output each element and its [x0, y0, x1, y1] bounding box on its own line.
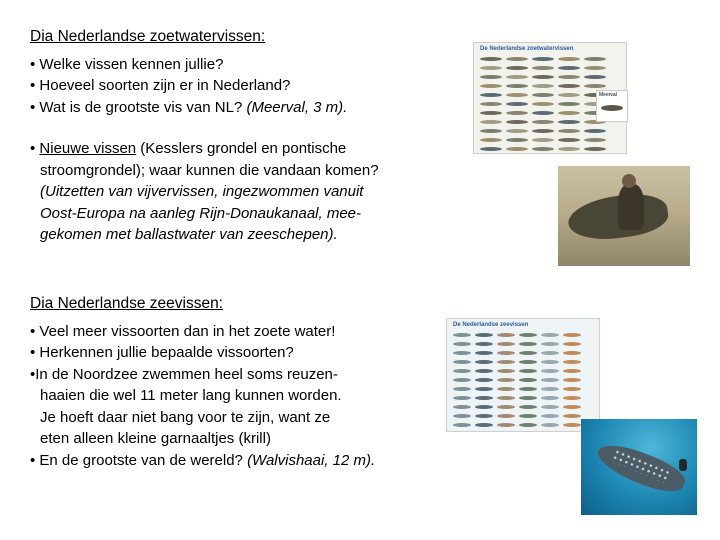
fish-thumbnail — [475, 369, 493, 373]
fish-thumbnail — [480, 129, 502, 133]
seawater-section — [30, 293, 460, 471]
fish-thumbnail — [558, 93, 580, 97]
fish-thumbnail — [480, 111, 502, 115]
fish-thumbnail — [475, 378, 493, 382]
bullet-known-fish: • Welke vissen kennen jullie? — [30, 55, 224, 73]
fish-thumbnail — [453, 387, 471, 391]
fish-thumbnail — [541, 333, 559, 337]
new-fish-answer-2: Oost-Europa na aanleg Rijn-Donaukanaal, mee- — [40, 204, 362, 222]
fish-thumbnail — [584, 138, 606, 142]
fish-thumbnail — [532, 66, 554, 70]
fish-thumbnail — [532, 75, 554, 79]
fish-thumbnail — [475, 351, 493, 355]
fish-thumbnail — [453, 369, 471, 373]
fish-thumbnail — [558, 120, 580, 124]
fish-thumbnail — [563, 360, 581, 364]
fish-thumbnail — [506, 138, 528, 142]
new-fish-answer-3: gekomen met ballastwater van zeeschepen). — [40, 226, 338, 243]
fish-thumbnail — [563, 405, 581, 409]
fish-thumbnail — [497, 414, 515, 418]
seawater-fish-poster — [446, 318, 600, 432]
fish-thumbnail — [506, 93, 528, 97]
fish-thumbnail — [563, 396, 581, 400]
fish-thumbnail — [519, 405, 537, 409]
fish-thumbnail — [519, 342, 537, 346]
fish-thumbnail — [480, 57, 502, 61]
fish-thumbnail — [558, 138, 580, 142]
fish-thumbnail — [480, 138, 502, 142]
fish-thumbnail — [541, 351, 559, 355]
fish-thumbnail — [519, 414, 537, 418]
meerval-inset-label: Meerval — [599, 92, 617, 98]
fish-thumbnail — [497, 396, 515, 400]
fish-thumbnail — [497, 369, 515, 373]
fish-thumbnail — [480, 102, 502, 106]
fish-thumbnail — [584, 129, 606, 133]
fish-thumbnail — [506, 84, 528, 88]
fish-thumbnail — [506, 57, 528, 61]
fish-thumbnail — [558, 129, 580, 133]
fish-thumbnail — [497, 342, 515, 346]
fish-thumbnail — [480, 147, 502, 151]
fish-thumbnail — [497, 378, 515, 382]
fish-thumbnail — [532, 57, 554, 61]
fish-thumbnail — [475, 342, 493, 346]
fish-thumbnail — [563, 387, 581, 391]
fish-thumbnail — [519, 396, 537, 400]
fish-thumbnail — [558, 111, 580, 115]
fish-thumbnail — [506, 120, 528, 124]
fish-thumbnail — [541, 387, 559, 391]
fish-thumbnail — [475, 333, 493, 337]
fish-thumbnail — [475, 405, 493, 409]
bullet-new-fish: • Nieuwe vissen (Kesslers grondel en pontische — [30, 140, 347, 157]
fish-thumbnail — [541, 414, 559, 418]
bullet-more-species: • Veel meer vissoorten dan in het zoete water! — [30, 322, 336, 340]
fish-thumbnail — [541, 378, 559, 382]
fish-thumbnail — [453, 423, 471, 427]
meerval-icon — [601, 105, 623, 111]
whale-shark-photo — [581, 419, 697, 515]
fish-thumbnail — [541, 342, 559, 346]
new-fish-term: Nieuwe vissen — [39, 140, 137, 157]
fish-thumbnail — [506, 102, 528, 106]
fish-thumbnail — [558, 75, 580, 79]
bullet-recognize: • Herkennen jullie bepaalde vissoorten? — [30, 344, 294, 361]
fish-thumbnail — [558, 66, 580, 70]
fish-thumbnail — [519, 351, 537, 355]
fish-thumbnail — [584, 147, 606, 151]
fish-thumbnail — [532, 147, 554, 151]
fish-thumbnail — [519, 378, 537, 382]
fish-thumbnail — [584, 75, 606, 79]
fish-thumbnail — [519, 423, 537, 427]
fish-thumbnail — [563, 342, 581, 346]
fish-thumbnail — [453, 351, 471, 355]
fish-thumbnail — [497, 351, 515, 355]
fish-thumbnail — [532, 111, 554, 115]
fish-thumbnail — [541, 369, 559, 373]
bullet-species-count: • Hoeveel soorten zijn er in Nederland? — [30, 77, 291, 94]
fish-thumbnail — [541, 423, 559, 427]
fish-thumbnail — [519, 360, 537, 364]
fish-thumbnail — [453, 360, 471, 364]
fish-thumbnail — [532, 120, 554, 124]
answer-walvishaai: (Walvishaai, 12 m). — [247, 451, 376, 469]
fish-thumbnail — [475, 360, 493, 364]
fish-thumbnail — [519, 333, 537, 337]
basking-shark-line-3: Je hoeft daar niet bang voor te zijn, want ze — [40, 408, 331, 426]
meerval-inset — [596, 90, 628, 122]
fish-thumbnail — [541, 405, 559, 409]
fish-thumbnail — [558, 84, 580, 88]
freshwater-heading: Dia Nederlandse zoetwatervissen: — [30, 28, 266, 45]
fish-thumbnail — [453, 342, 471, 346]
bullet-largest-world: • En de grootste van de wereld? (Walvishaai, 12 m). — [30, 451, 376, 469]
fish-thumbnail — [480, 120, 502, 124]
fish-thumbnail — [532, 84, 554, 88]
fish-thumbnail — [532, 93, 554, 97]
fish-thumbnail — [497, 387, 515, 391]
new-fish-line-2: stroomgrondel); waar kunnen die vandaan komen? — [40, 161, 379, 179]
fish-thumbnail — [558, 102, 580, 106]
fish-thumbnail — [453, 405, 471, 409]
fish-thumbnail — [453, 378, 471, 382]
fish-thumbnail — [497, 333, 515, 337]
catfish-photo — [558, 166, 690, 266]
fish-thumbnail — [475, 423, 493, 427]
fish-thumbnail — [506, 111, 528, 115]
seawater-heading: Dia Nederlandse zeevissen: — [30, 295, 223, 312]
answer-meerval: (Meerval, 3 m). — [246, 98, 348, 116]
fish-thumbnail — [480, 93, 502, 97]
fish-thumbnail — [475, 414, 493, 418]
fish-thumbnail — [519, 387, 537, 391]
fish-thumbnail — [480, 66, 502, 70]
fish-thumbnail — [453, 396, 471, 400]
person-figure — [618, 184, 644, 230]
fish-thumbnail — [506, 147, 528, 151]
fish-thumbnail — [541, 396, 559, 400]
fish-thumbnail — [563, 351, 581, 355]
basking-shark-line-2: haaien die wel 11 meter lang kunnen worden. — [40, 387, 342, 404]
bullet-basking-shark: •In de Noordzee zwemmen heel soms reuzen- — [30, 365, 338, 383]
fish-thumbnail — [532, 138, 554, 142]
fish-thumbnail — [532, 102, 554, 106]
fish-thumbnail — [563, 378, 581, 382]
diver-figure — [679, 459, 687, 471]
freshwater-section — [30, 26, 460, 246]
fish-thumbnail — [563, 333, 581, 337]
fish-thumbnail — [584, 84, 606, 88]
fish-thumbnail — [558, 147, 580, 151]
fish-thumbnail — [506, 66, 528, 70]
fish-thumbnail — [519, 369, 537, 373]
fish-thumbnail — [497, 423, 515, 427]
poster2-title: De Nederlandse zeevissen — [453, 322, 529, 328]
bullet-largest-fish: • Wat is de grootste vis van NL? (Meerval, 3 m). — [30, 98, 348, 116]
fish-thumbnail — [475, 387, 493, 391]
fish-thumbnail — [506, 75, 528, 79]
fish-thumbnail — [506, 129, 528, 133]
fish-thumbnail — [480, 75, 502, 79]
basking-shark-line-4: eten alleen kleine garnaaltjes (krill) — [40, 430, 271, 447]
fish-thumbnail — [584, 66, 606, 70]
fish-thumbnail — [563, 414, 581, 418]
fish-thumbnail — [563, 423, 581, 427]
fish-thumbnail — [584, 57, 606, 61]
fish-thumbnail — [453, 414, 471, 418]
fish-thumbnail — [497, 360, 515, 364]
fish-thumbnail — [541, 360, 559, 364]
fish-thumbnail — [563, 369, 581, 373]
fish-thumbnail — [558, 57, 580, 61]
fish-thumbnail — [475, 396, 493, 400]
person-head — [622, 174, 636, 188]
fish-thumbnail — [497, 405, 515, 409]
fish-thumbnail — [453, 333, 471, 337]
poster1-title: De Nederlandse zoetwatervissen — [480, 46, 574, 52]
fish-thumbnail — [532, 129, 554, 133]
new-fish-answer-1: (Uitzetten van vijvervissen, ingezwommen vanuit — [40, 183, 364, 200]
spacer — [30, 118, 460, 138]
fish-thumbnail — [480, 84, 502, 88]
